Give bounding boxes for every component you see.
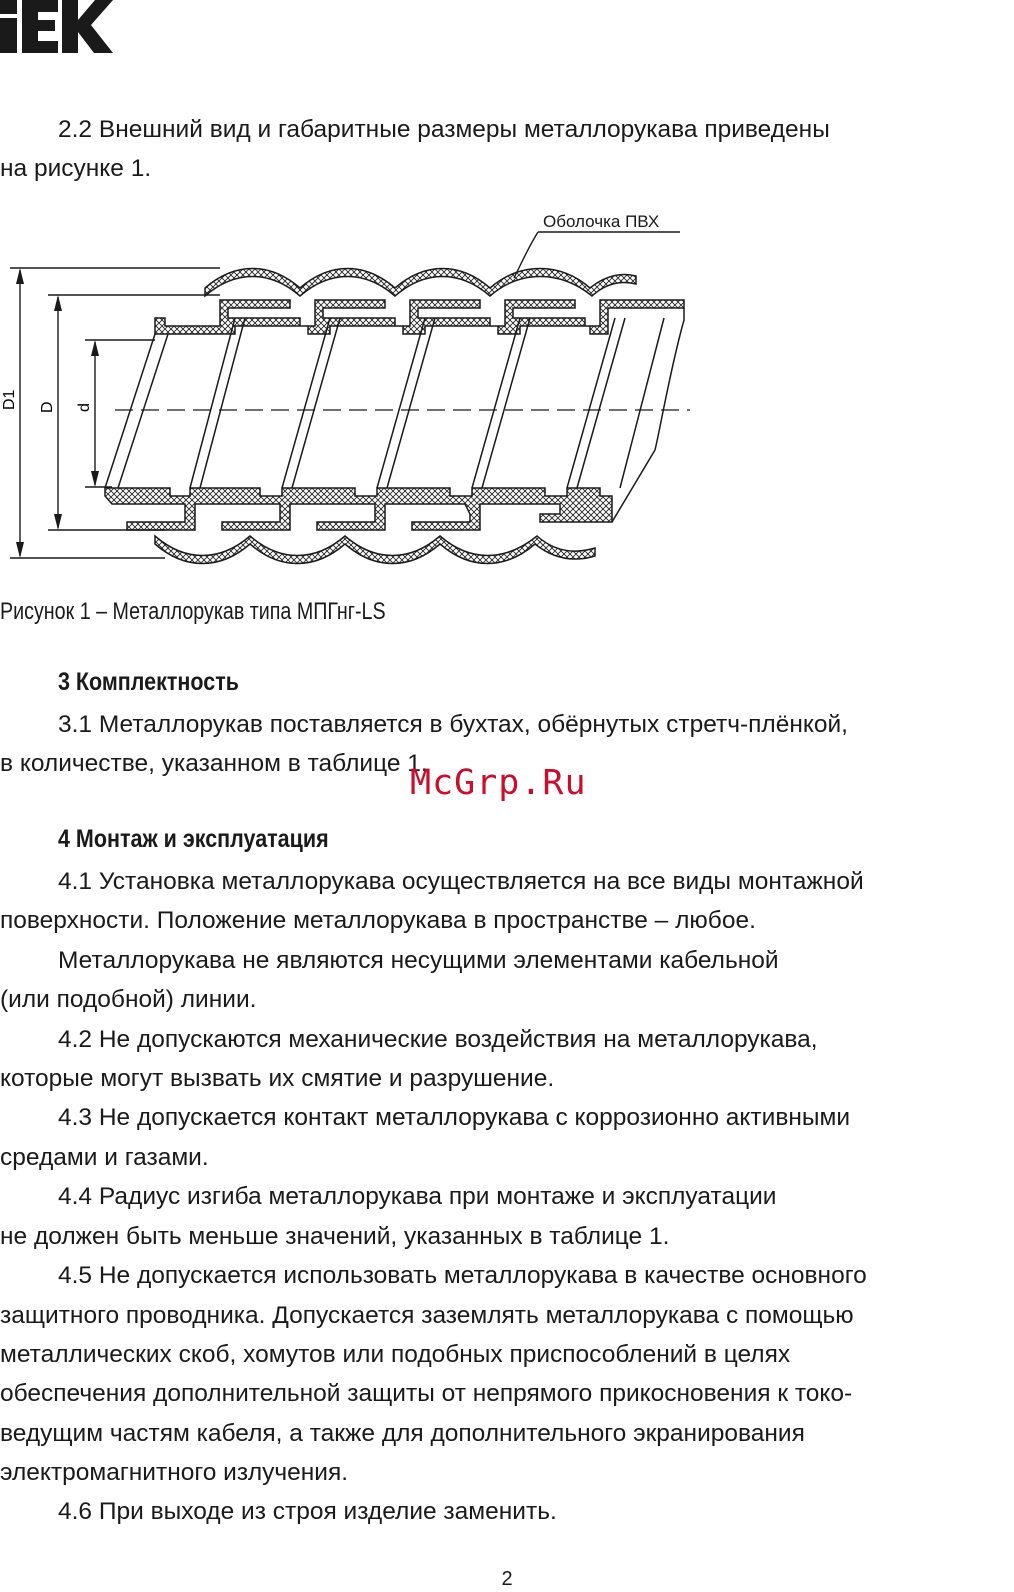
section-4-line-16: электромагнитного излучения. <box>0 1459 349 1486</box>
section-4-line-11: 4.5 Не допускается использовать металлорукава в качестве основного <box>58 1262 867 1289</box>
section-4-line-15: ведущим частям кабеля, а также для дополнительного экранирования <box>0 1420 805 1447</box>
section-3-heading: 3 Комплектность <box>58 668 239 696</box>
intro-line-1: 2.2 Внешний вид и габаритные размеры металлорукава приведены <box>58 116 830 143</box>
section-4-line-4: (или подобной) линии. <box>0 986 257 1013</box>
section-4-line-13: металлических скоб, хомутов или подобных приспособлений в целях <box>0 1341 791 1368</box>
figure-caption: Рисунок 1 – Металлорукав типа МПГнг-LS <box>0 598 386 625</box>
section-4-line-10: не должен быть меньше значений, указанных в таблице 1. <box>0 1223 670 1250</box>
section-4-line-7: 4.3 Не допускается контакт металлорукава с коррозионно активными <box>58 1104 851 1131</box>
intro-line-2: на рисунке 1. <box>0 155 152 182</box>
page-number: 2 <box>501 1568 513 1590</box>
section-4-line-8: средами и газами. <box>0 1144 209 1171</box>
section-4-heading: 4 Монтаж и эксплуатация <box>58 825 329 853</box>
section-4-line-1: 4.1 Установка металлорукава осуществляется на все виды монтажной <box>58 868 864 895</box>
section-4-line-5: 4.2 Не допускаются механические воздействия на металлорукава, <box>58 1026 818 1053</box>
watermark: McGrp.Ru <box>410 763 587 803</box>
callout-label: Оболочка ПВХ <box>543 212 660 231</box>
section-3-line-2: в количестве, указанном в таблице 1. <box>0 750 428 777</box>
dim-outer-label: D1 <box>1 389 18 410</box>
dim-inner-label: d <box>76 403 93 412</box>
metal-hose-drawing <box>0 200 700 570</box>
section-4-line-2: поверхности. Положение металлорукава в пространстве – любое. <box>0 907 756 934</box>
section-4-line-6: которые могут вызвать их смятие и разрушение. <box>0 1065 555 1092</box>
section-3-line-1: 3.1 Металлорукав поставляется в бухтах, обёрнутых стретч-плёнкой, <box>58 711 848 738</box>
section-4-line-9: 4.4 Радиус изгиба металлорукава при монтаже и эксплуатации <box>58 1183 777 1210</box>
section-4-line-12: защитного проводника. Допускается заземлять металлорукава с помощью <box>0 1302 854 1329</box>
section-4-line-14: обеспечения дополнительной защиты от непрямого прикосновения к токо- <box>0 1380 853 1407</box>
section-4-line-3: Металлорукава не являются несущими элементами кабельной <box>58 947 779 974</box>
section-4-line-17: 4.6 При выходе из строя изделие заменить. <box>58 1498 557 1525</box>
iek-logo <box>0 0 113 53</box>
dim-middle-label: D <box>39 401 56 413</box>
